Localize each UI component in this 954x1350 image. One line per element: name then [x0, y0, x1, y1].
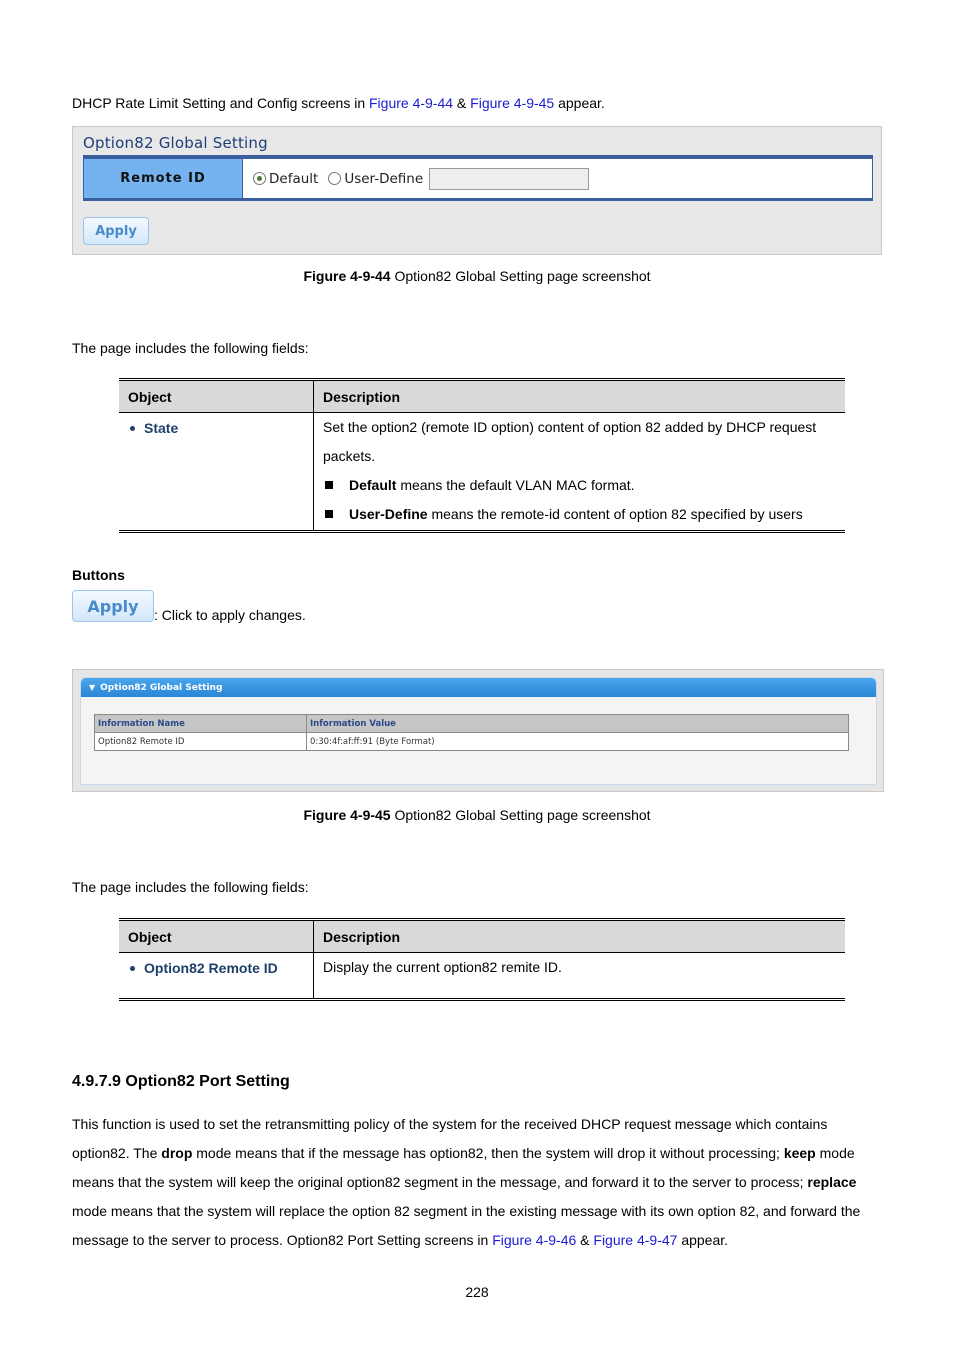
info-table	[94, 714, 849, 751]
object-cell	[119, 413, 314, 532]
radio-user-define-label: User-Define	[344, 170, 424, 187]
para-text: &	[576, 1232, 594, 1248]
para-text: option82. The	[72, 1145, 162, 1161]
figure-link-44[interactable]: Figure 4-9-44	[369, 95, 454, 111]
apply-button[interactable]: Apply	[83, 217, 149, 245]
bullet-icon	[130, 966, 135, 971]
para-text: means that the system will keep the original option82 segment in the message, and forward it to the server to process;	[72, 1174, 808, 1190]
object-cell	[119, 953, 314, 1000]
col-information-value: Information Value	[307, 715, 849, 733]
remote-id-row	[83, 155, 873, 201]
remote-id-label: Remote ID	[84, 159, 243, 198]
caption-number: Figure 4-9-45	[303, 807, 391, 823]
col-information-name: Information Name	[95, 715, 307, 733]
table-row	[95, 733, 849, 751]
caption-text: Option82 Global Setting page screenshot	[390, 268, 651, 284]
info-name-cell: Option82 Remote ID	[95, 733, 307, 751]
fields-intro: The page includes the following fields:	[72, 340, 309, 356]
para-text: appear.	[677, 1232, 729, 1248]
collapse-arrow-icon[interactable]: ▼	[89, 683, 96, 692]
intro-text	[72, 95, 605, 111]
item-default-bold: Default	[349, 477, 397, 493]
desc-item-default	[323, 471, 836, 500]
para-line-5	[72, 1226, 884, 1255]
fields-table-1	[119, 378, 845, 533]
description-cell	[314, 413, 846, 532]
item-user-define-bold: User-Define	[349, 506, 428, 522]
square-bullet-icon	[325, 510, 333, 518]
table-row	[119, 953, 845, 1000]
intro-prefix: DHCP Rate Limit Setting and Config screens in	[72, 95, 369, 111]
para-bold-replace: replace	[807, 1174, 857, 1190]
col-description: Description	[314, 380, 846, 413]
page-number: 228	[465, 1284, 489, 1300]
panel-titlebar	[81, 678, 876, 697]
radio-user-define[interactable]	[328, 172, 341, 185]
caption-number: Figure 4-9-44	[303, 268, 391, 284]
table-row	[119, 413, 845, 532]
intro-suffix: appear.	[554, 95, 605, 111]
figure-link-45[interactable]: Figure 4-9-45	[470, 95, 555, 111]
user-define-input[interactable]	[429, 168, 589, 190]
buttons-heading: Buttons	[72, 567, 125, 583]
para-bold-keep: keep	[783, 1145, 816, 1161]
radio-default[interactable]	[253, 172, 266, 185]
fields-table-2	[119, 918, 845, 1001]
figure-link-46[interactable]: Figure 4-9-46	[492, 1232, 577, 1248]
bullet-icon	[130, 426, 135, 431]
info-value-cell: 0:30:4f:af:ff:91 (Byte Format)	[307, 733, 849, 751]
para-line-2	[72, 1139, 884, 1168]
fields-intro-2: The page includes the following fields:	[72, 879, 309, 895]
section-heading: 4.9.7.9 Option82 Port Setting	[72, 1073, 290, 1090]
option82-info-screenshot	[72, 669, 884, 792]
radio-default-label: Default	[269, 170, 319, 187]
para-text: mode	[815, 1145, 855, 1161]
section-paragraph	[72, 1110, 884, 1255]
apply-button-sample[interactable]: Apply	[72, 590, 154, 622]
description-cell: Display the current option82 remite ID.	[323, 959, 562, 975]
col-object: Object	[119, 920, 314, 953]
para-bold-drop: drop	[161, 1145, 193, 1161]
para-text: mode means that if the message has option82, then the system will drop it without processing;	[192, 1145, 784, 1161]
figure-caption-44	[0, 268, 954, 284]
item-default-text: means the default VLAN MAC format.	[396, 477, 635, 493]
figure-link-47[interactable]: Figure 4-9-47	[593, 1232, 678, 1248]
para-line-3	[72, 1168, 884, 1197]
object-name: Option82 Remote ID	[144, 960, 278, 976]
desc-line-1: Set the option2 (remote ID option) content of option 82 added by DHCP request	[323, 419, 817, 435]
desc-line-2: packets.	[323, 448, 376, 464]
desc-item-user-define	[323, 500, 836, 529]
apply-description: : Click to apply changes.	[154, 607, 306, 623]
para-line-1: This function is used to set the retransmitting policy of the system for the received DHCP request message which contains	[72, 1116, 828, 1132]
remote-id-options	[243, 159, 872, 198]
object-name: State	[144, 420, 179, 436]
caption-text: Option82 Global Setting page screenshot	[390, 807, 651, 823]
para-line-4: mode means that the system will replace the option 82 segment in the existing message with its own option 82, and forward the	[72, 1203, 861, 1219]
panel-title: Option82 Global Setting	[100, 682, 223, 693]
col-object: Object	[119, 380, 314, 413]
item-user-define-text: means the remote-id content of option 82 specified by users	[427, 506, 803, 522]
option82-global-setting-screenshot	[72, 126, 882, 255]
figure-caption-45	[0, 807, 954, 823]
para-text: message to the server to process. Option82 Port Setting screens in	[72, 1232, 493, 1248]
col-description: Description	[314, 920, 846, 953]
intro-amp: &	[453, 95, 471, 111]
square-bullet-icon	[325, 481, 333, 489]
panel-title: Option82 Global Setting	[83, 134, 268, 152]
